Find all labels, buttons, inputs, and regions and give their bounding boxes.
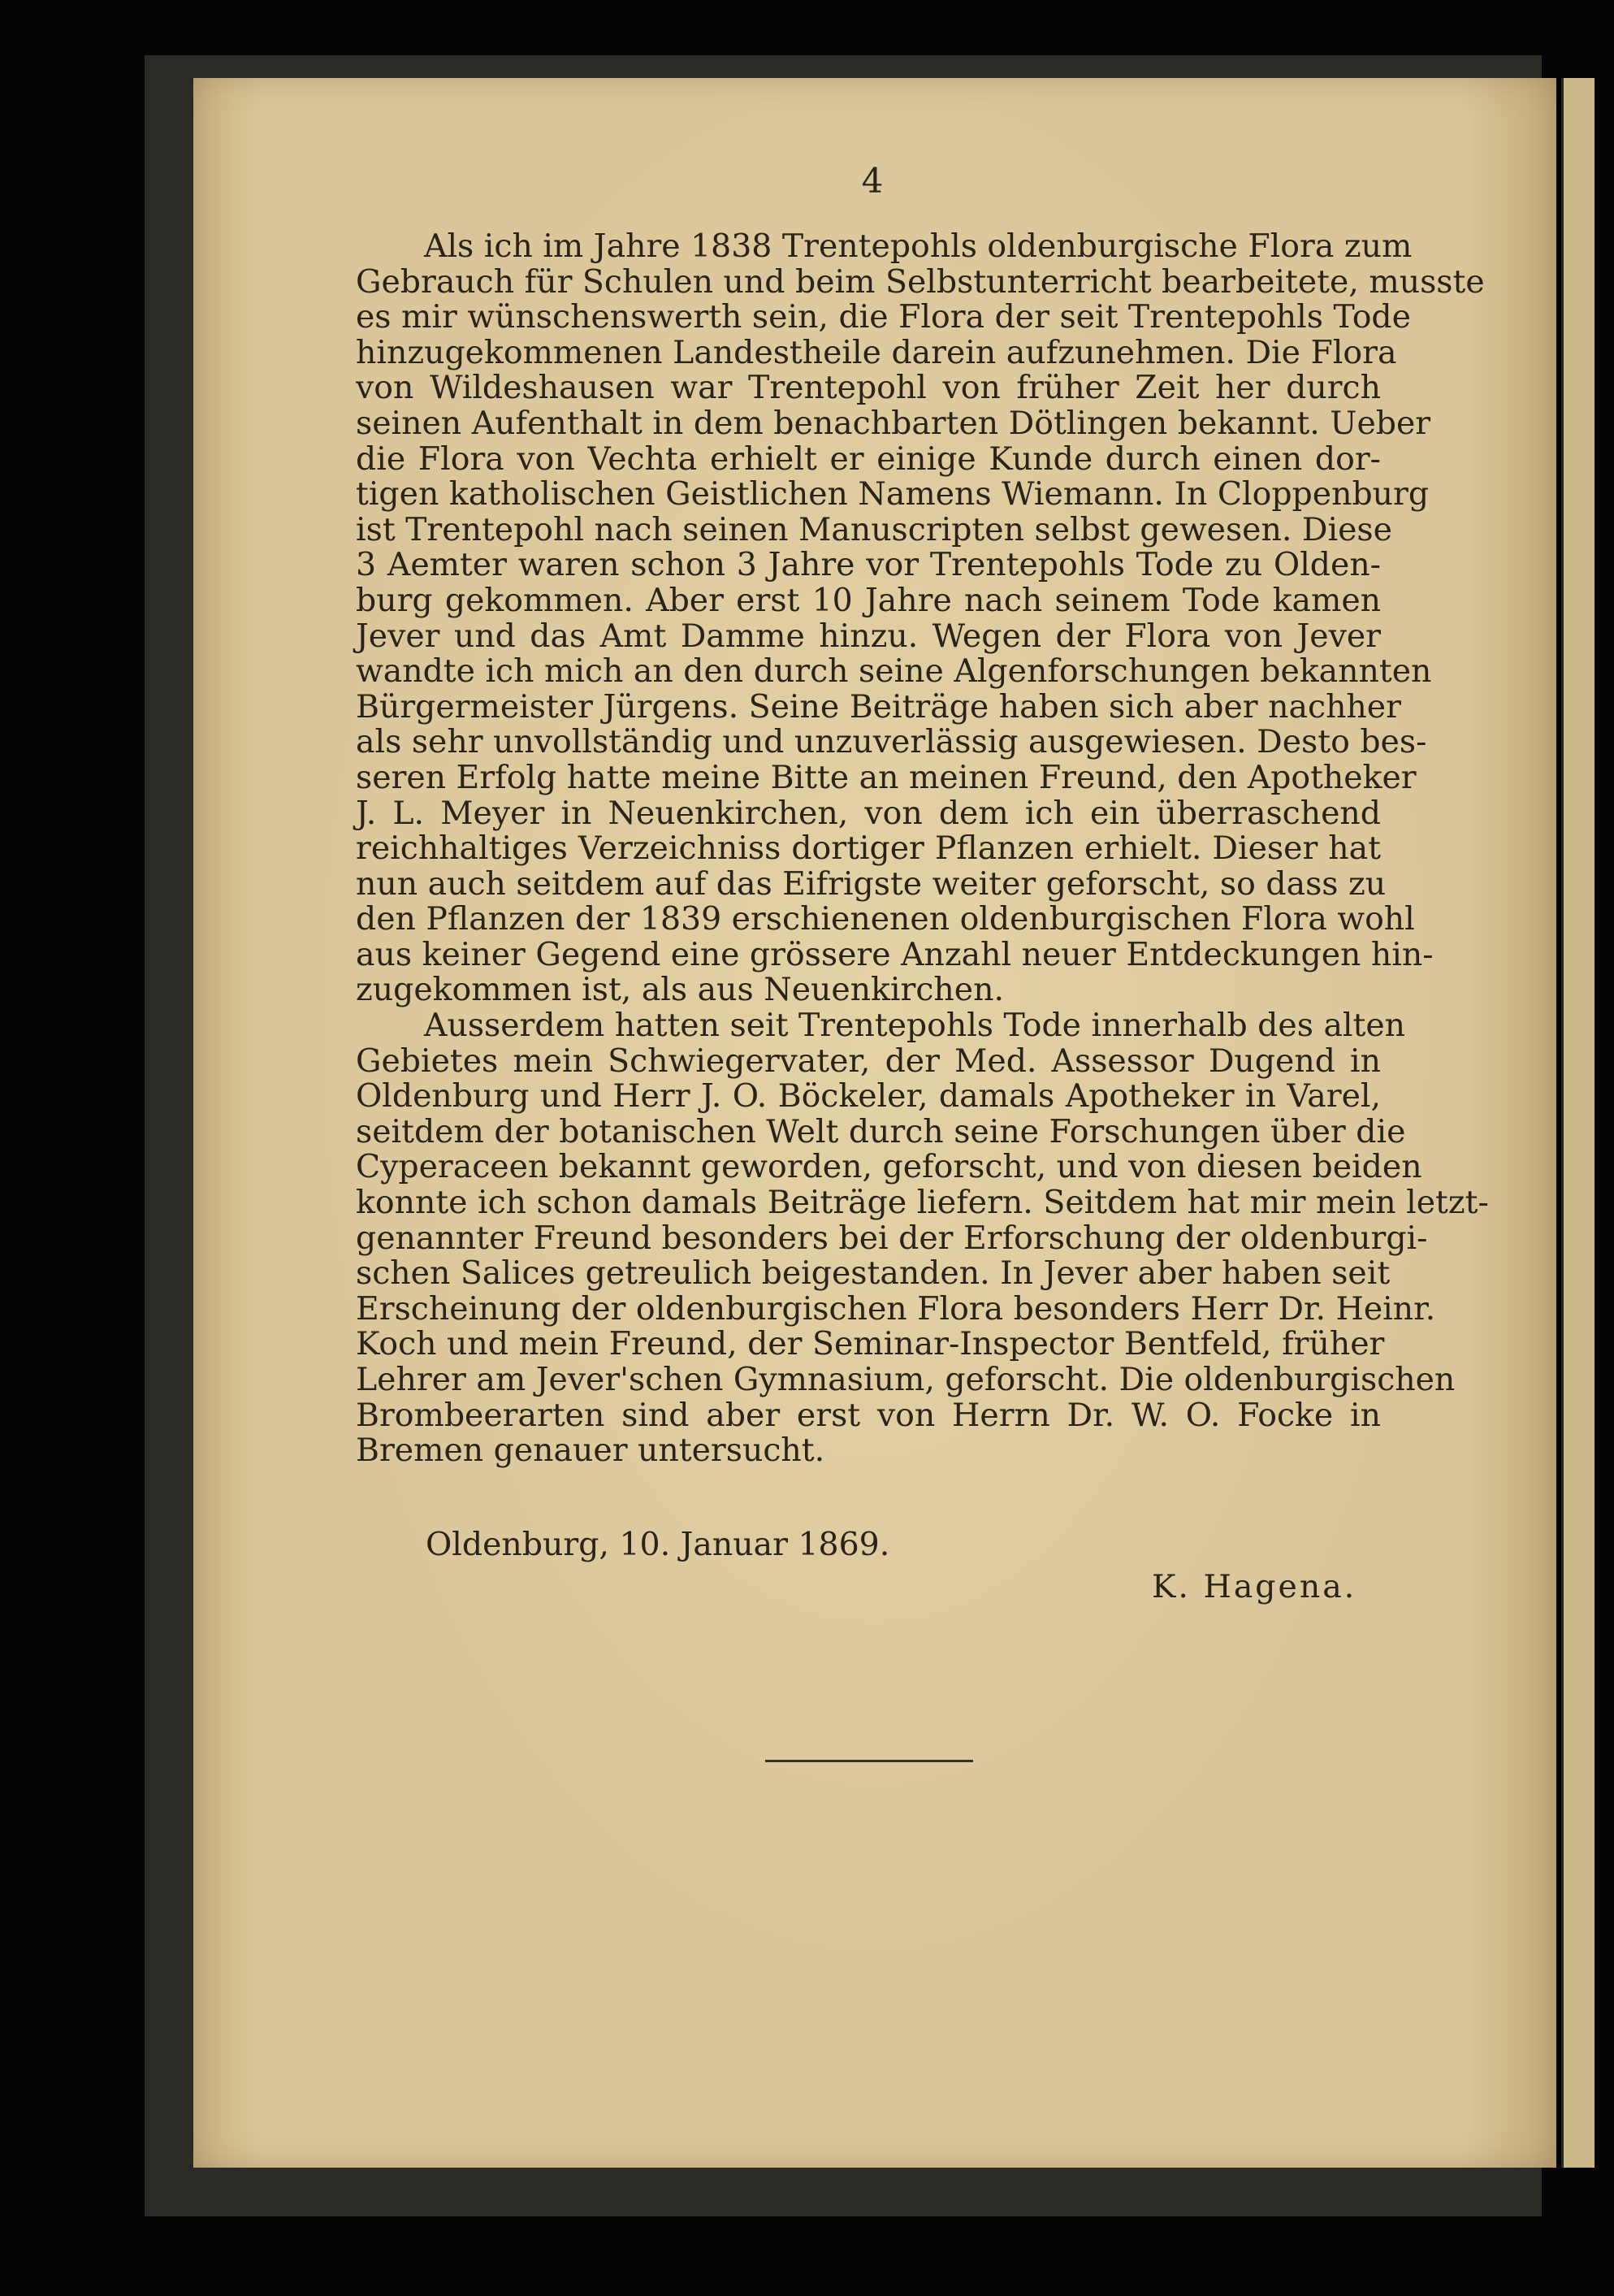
dateline: Oldenburg, 10. Januar 1869. [426,1526,890,1563]
text-line: Gebietes mein Schwiegervater, der Med. Assessor Dugend in [356,1042,1381,1080]
text-line: Koch und mein Freund, der Seminar-Inspector Bentfeld, früher [356,1325,1385,1363]
text-line: Jever und das Amt Damme hinzu. Wegen der Flora von Jever [356,617,1381,655]
signature: K. Hagena. [1152,1568,1357,1605]
body-text [356,227,1489,1470]
text-line: ist Trentepohl nach seinen Manuscripten selbst gewesen. Diese [356,510,1392,548]
text-line: schen Salices getreulich beigestanden. In Jever aber haben seit [356,1254,1391,1293]
text-line: seitdem der botanischen Welt durch seine Forschungen über die [356,1112,1406,1150]
text-line: hinzugekommenen Landestheile darein aufzunehmen. Die Flora [356,333,1397,371]
text-line: Erscheinung der oldenburgischen Flora besonders Herr Dr. Heinr. [356,1289,1436,1328]
text-line: Bremen genauer untersucht. [356,1432,825,1470]
text-line: Als ich im Jahre 1838 Trentepohls oldenburgische Flora zum [424,227,1413,265]
text-line: Oldenburg und Herr J. O. Böckeler, damals Apotheker in Varel, [356,1077,1381,1116]
text-line: als sehr unvollständig und unzuverlässig ausgewiesen. Desto bes- [356,723,1427,761]
text-line: tigen katholischen Geistlichen Namens Wiemann. In Cloppenburg [356,475,1430,513]
text-line: nun auch seitdem auf das Eifrigste weiter geforscht, so dass zu [356,864,1387,903]
text-line: seinen Aufenthalt in dem benachbarten Dötlingen bekannt. Ueber [356,404,1431,442]
text-line: reichhaltiges Verzeichniss dortiger Pflanzen erhielt. Dieser hat [356,830,1381,868]
text-line: Bürgermeister Jürgens. Seine Beiträge haben sich aber nachher [356,687,1401,726]
text-line: wandte ich mich an den durch seine Algenforschungen bekannten [356,652,1432,691]
text-line: genannter Freund besonders bei der Erforschung der oldenburgi- [356,1219,1428,1257]
text-line: von Wildeshausen war Trentepohl von früher Zeit her durch [356,369,1381,407]
text-line: es mir wünschenswerth sein, die Flora der seit Trentepohls Tode [356,298,1411,336]
text-line: burg gekommen. Aber erst 10 Jahre nach seinem Tode kamen [356,581,1381,619]
text-line: 3 Aemter waren schon 3 Jahre vor Trentepohls Tode zu Olden- [356,546,1381,584]
page-number: 4 [861,161,884,201]
text-line: Ausserdem hatten seit Trentepohls Tode innerhalb des alten [424,1007,1406,1045]
section-rule [765,1760,973,1762]
text-line: Brombeerarten sind aber erst von Herrn Dr. W. O. Focke in [356,1396,1381,1434]
facing-page-edge [1561,78,1595,2168]
text-line: Gebrauch für Schulen und beim Selbstunterricht bearbeitete, musste [356,262,1485,301]
text-line: die Flora von Vechta erhielt er einige Kunde durch einen dor- [356,440,1381,478]
text-line: zugekommen ist, als aus Neuenkirchen. [356,971,1004,1009]
text-line: J. L. Meyer in Neuenkirchen, von dem ich ein überraschend [356,794,1381,832]
text-line: Cyperaceen bekannt geworden, geforscht, und von diesen beiden [356,1148,1422,1186]
text-line: seren Erfolg hatte meine Bitte an meinen Freund, den Apotheker [356,758,1417,796]
text-line: konnte ich schon damals Beiträge liefern. Seitdem hat mir mein letzt- [356,1184,1489,1222]
text-line: Lehrer am Jever'schen Gymnasium, geforscht. Die oldenburgischen [356,1361,1456,1398]
text-line: den Pflanzen der 1839 erschienenen oldenburgischen Flora wohl [356,900,1415,938]
text-line: aus keiner Gegend eine grössere Anzahl neuer Entdeckungen hin- [356,935,1434,973]
